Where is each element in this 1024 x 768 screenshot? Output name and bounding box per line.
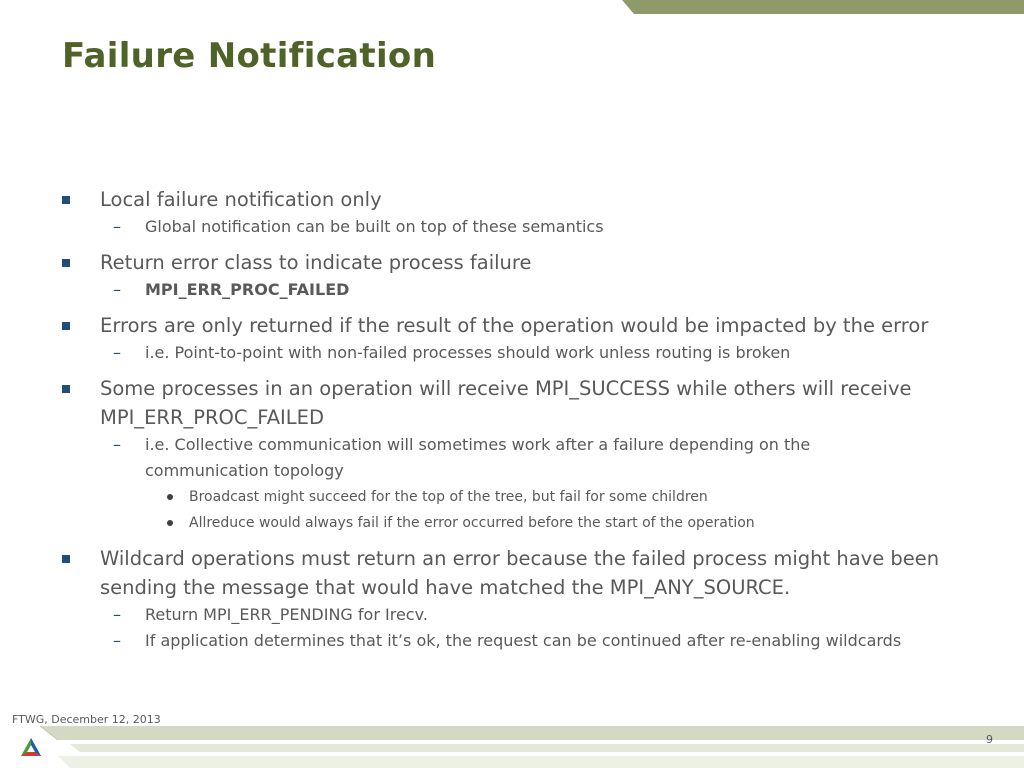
bullet-item <box>100 374 960 432</box>
dash-bullet-icon: – <box>113 217 121 236</box>
sub-bullet-item <box>113 432 905 484</box>
top-accent-band <box>622 0 1024 14</box>
round-bullet-icon <box>167 520 173 526</box>
sub-bullet-text: Global notification can be built on top of these semantics <box>145 217 604 236</box>
bullet-item <box>100 248 960 277</box>
square-bullet-icon <box>62 196 70 204</box>
round-bullet-icon <box>167 494 173 500</box>
dash-bullet-icon: – <box>113 631 121 650</box>
sub-bullet-text: i.e. Collective communication will sometimes work after a failure depending on the communication topology <box>145 435 811 480</box>
dash-bullet-icon: – <box>113 435 121 454</box>
sub-bullet-item <box>113 602 905 628</box>
sub-bullet-item <box>113 628 905 654</box>
slide-title: Failure Notification <box>62 36 437 76</box>
logo-icon <box>20 737 42 757</box>
bullet-text: Wildcard operations must return an error because the failed process might have been sending the message that would have matched the MPI_ANY_SOURCE. <box>100 547 940 599</box>
sub-bullet-text: MPI_ERR_PROC_FAILED <box>145 280 350 299</box>
sub-bullet-item <box>113 277 905 303</box>
sub-sub-bullet-text: Broadcast might succeed for the top of the tree, but fail for some children <box>189 489 708 505</box>
sub-sub-bullet-text: Allreduce would always fail if the error occurred before the start of the operation <box>189 515 755 531</box>
bullet-item <box>100 185 960 214</box>
sub-bullet-text: If application determines that it’s ok, the request can be continued after re-enabling wildcards <box>145 631 902 650</box>
slide-body <box>0 185 1024 654</box>
bullet-text: Errors are only returned if the result of the operation would be impacted by the error <box>100 314 929 337</box>
footer-swoosh-graphic <box>0 722 1024 768</box>
sub-sub-bullet-item <box>189 510 889 536</box>
footer-text: FTWG, December 12, 2013 <box>12 713 161 726</box>
square-bullet-icon <box>62 322 70 330</box>
sub-bullet-text: Return MPI_ERR_PENDING for Irecv. <box>145 605 428 624</box>
bullet-item <box>100 544 960 602</box>
sub-sub-bullet-item <box>189 484 889 510</box>
sub-bullet-item <box>113 340 905 366</box>
dash-bullet-icon: – <box>113 343 121 362</box>
sub-bullet-item <box>113 214 905 240</box>
bullet-text: Return error class to indicate process failure <box>100 251 532 274</box>
bullet-item <box>100 311 960 340</box>
square-bullet-icon <box>62 385 70 393</box>
dash-bullet-icon: – <box>113 280 121 299</box>
page-number: 9 <box>986 733 993 746</box>
dash-bullet-icon: – <box>113 605 121 624</box>
square-bullet-icon <box>62 259 70 267</box>
bullet-text: Some processes in an operation will receive MPI_SUCCESS while others will receive MPI_ERR_PROC_FAILED <box>100 377 912 429</box>
sub-bullet-text: i.e. Point-to-point with non-failed processes should work unless routing is broken <box>145 343 791 362</box>
bullet-text: Local failure notification only <box>100 188 382 211</box>
square-bullet-icon <box>62 555 70 563</box>
